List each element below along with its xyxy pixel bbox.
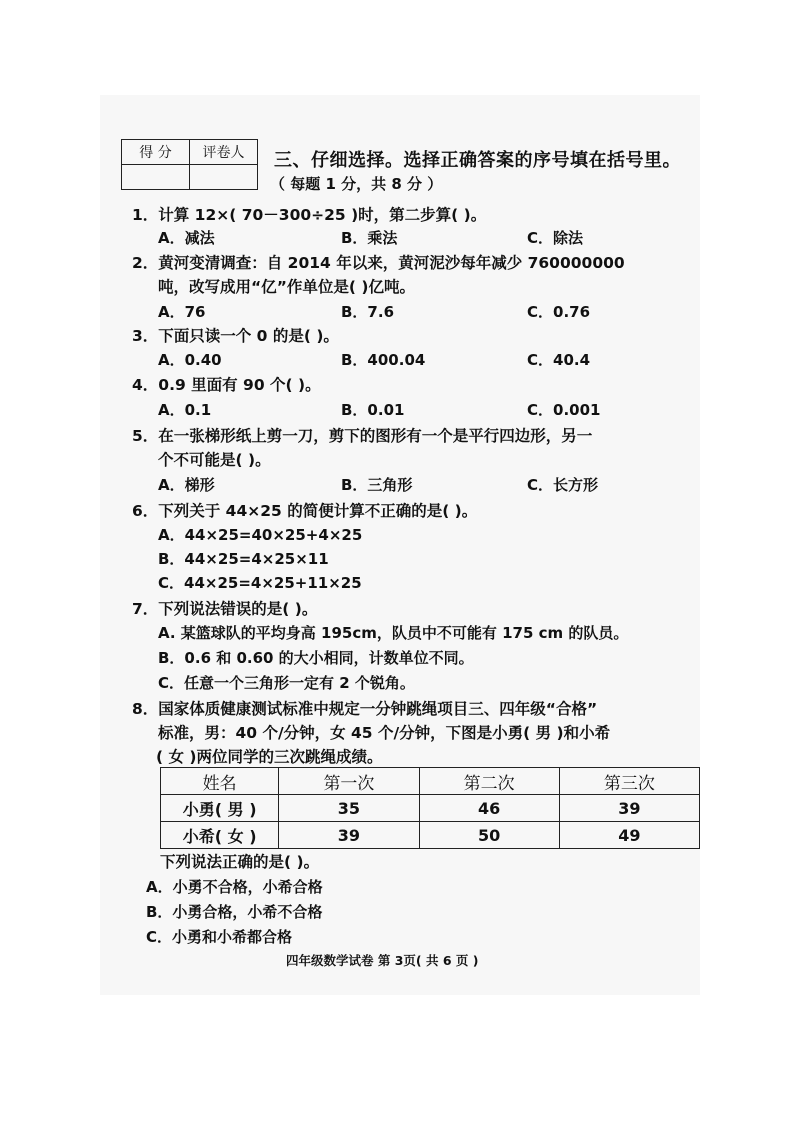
q7-option-c: C．任意一个三角形一定有 2 个锐角。 xyxy=(158,674,415,692)
section-subtitle: （ 每题 1 分，共 8 分 ） xyxy=(270,175,443,193)
grader-label: 评卷人 xyxy=(190,140,258,165)
question-2-line-2: 吨，改写成用“亿”作单位是( )亿吨。 xyxy=(158,278,415,296)
jump-rope-table xyxy=(160,767,700,849)
table-header-third: 第三次 xyxy=(559,768,699,795)
table-header-name: 姓名 xyxy=(161,768,279,795)
question-8-line-1: 8．国家体质健康测试标准中规定一分钟跳绳项目三、四年级“合格” xyxy=(132,700,598,718)
question-5-line-2: 个不可能是( )。 xyxy=(158,451,271,469)
q3-option-a: A．0.40 xyxy=(158,351,222,369)
page-footer: 四年级数学试卷 第 3页( 共 6 页 ) xyxy=(286,953,479,968)
question-3: 3．下面只读一个 0 的是( )。 xyxy=(132,327,339,345)
table-cell: 小勇( 男 ) xyxy=(161,795,279,822)
q7-option-b: B．0.6 和 0.60 的大小相同，计数单位不同。 xyxy=(158,649,474,667)
table-cell: 49 xyxy=(559,822,699,849)
question-8-line-2: 标准，男：40 个/分钟，女 45 个/分钟，下图是小勇( 男 )和小希 xyxy=(158,724,611,742)
q8-option-c: C．小勇和小希都合格 xyxy=(146,928,293,946)
q3-option-b: B．400.04 xyxy=(341,351,426,369)
table-row xyxy=(161,795,700,822)
q5-option-a: A．梯形 xyxy=(158,476,215,494)
question-4: 4．0.9 里面有 90 个( )。 xyxy=(132,376,321,394)
table-cell: 50 xyxy=(419,822,559,849)
q7-option-a: A. 某篮球队的平均身高 195cm，队员中不可能有 175 cm 的队员。 xyxy=(158,624,629,642)
q2-option-c: C．0.76 xyxy=(527,303,591,321)
q6-option-b: B．44×25=4×25×11 xyxy=(158,550,329,568)
q1-option-b: B．乘法 xyxy=(341,229,398,247)
table-header-row xyxy=(161,768,700,795)
table-header-second: 第二次 xyxy=(419,768,559,795)
question-2-line-1: 2．黄河变清调查：自 2014 年以来，黄河泥沙每年减少 760000000 xyxy=(132,254,625,272)
question-5-line-1: 5．在一张梯形纸上剪一刀，剪下的图形有一个是平行四边形，另一 xyxy=(132,427,593,445)
q4-option-a: A．0.1 xyxy=(158,401,212,419)
score-cell xyxy=(122,165,190,190)
table-cell: 35 xyxy=(279,795,419,822)
q5-option-b: B．三角形 xyxy=(341,476,413,494)
table-cell: 小希( 女 ) xyxy=(161,822,279,849)
q1-option-a: A．减法 xyxy=(158,229,215,247)
q2-option-a: A．76 xyxy=(158,303,206,321)
q4-option-c: C．0.001 xyxy=(527,401,601,419)
q6-option-c: C．44×25=4×25+11×25 xyxy=(158,574,362,592)
table-row xyxy=(161,822,700,849)
question-6: 6．下列关于 44×25 的简便计算不正确的是( )。 xyxy=(132,502,478,520)
table-cell: 39 xyxy=(279,822,419,849)
grader-cell xyxy=(190,165,258,190)
q6-option-a: A．44×25=40×25+4×25 xyxy=(158,526,363,544)
question-1: 1．计算 12×( 70－300÷25 )时，第二步算( )。 xyxy=(132,206,487,224)
question-8-line-3: ( 女 )两位同学的三次跳绳成绩。 xyxy=(156,748,383,766)
q5-option-c: C．长方形 xyxy=(527,476,599,494)
question-8-follow-up: 下列说法正确的是( )。 xyxy=(160,853,320,871)
score-label: 得 分 xyxy=(122,140,190,165)
q4-option-b: B．0.01 xyxy=(341,401,405,419)
q2-option-b: B．7.6 xyxy=(341,303,395,321)
q3-option-c: C．40.4 xyxy=(527,351,591,369)
section-title: 三、仔细选择。选择正确答案的序号填在括号里。 xyxy=(274,150,681,171)
table-cell: 46 xyxy=(419,795,559,822)
table-cell: 39 xyxy=(559,795,699,822)
q8-option-a: A．小勇不合格，小希合格 xyxy=(146,878,323,896)
score-box xyxy=(121,139,258,190)
table-header-first: 第一次 xyxy=(279,768,419,795)
q1-option-c: C．除法 xyxy=(527,229,584,247)
question-7: 7．下列说法错误的是( )。 xyxy=(132,600,318,618)
q8-option-b: B．小勇合格，小希不合格 xyxy=(146,903,323,921)
